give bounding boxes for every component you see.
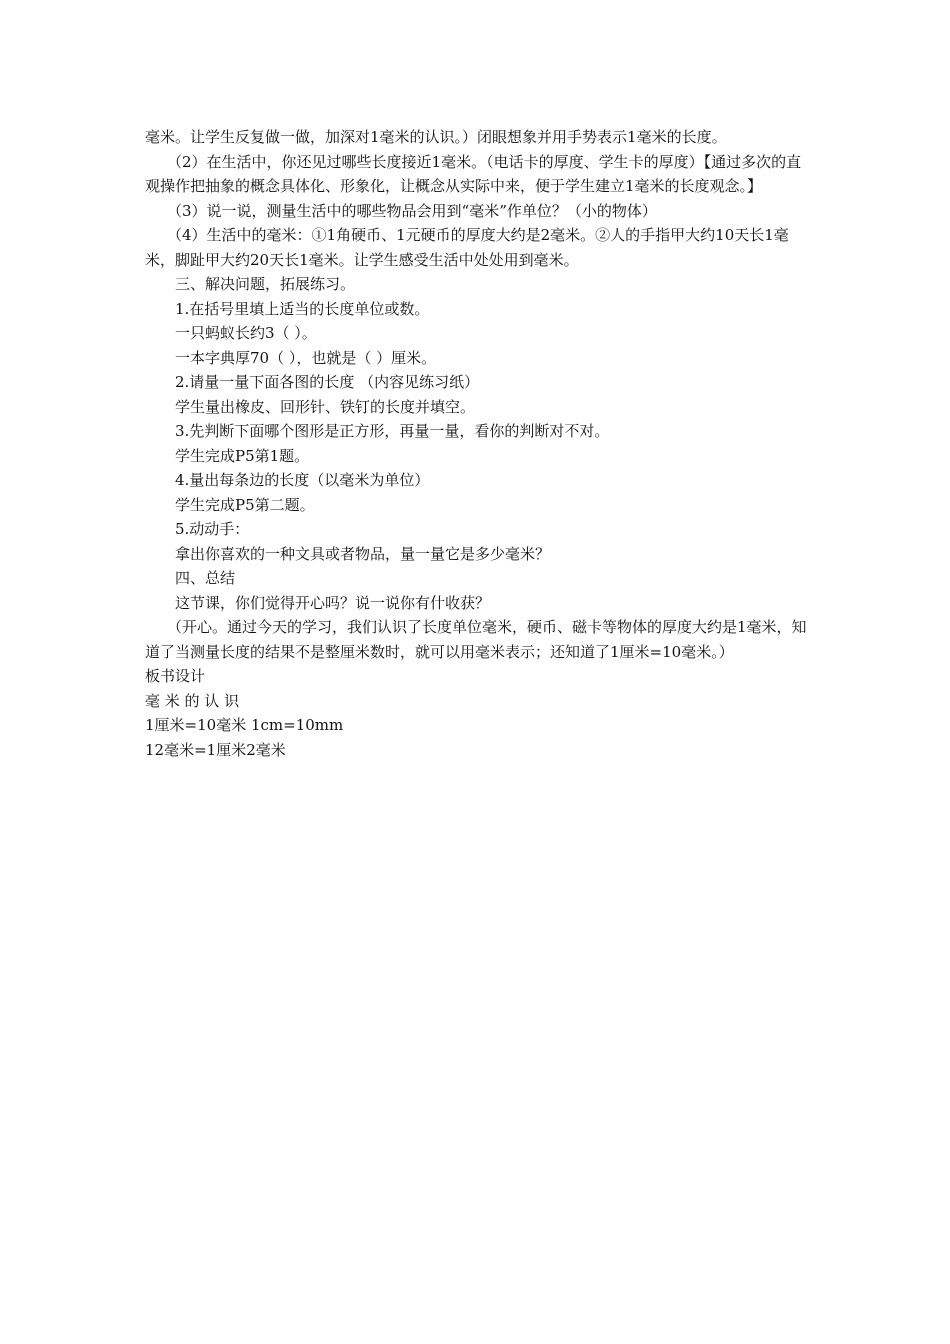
paragraph: 毫米。让学生反复做一做，加深对1毫米的认识。）闭眼想象并用手势表示1毫米的长度。 xyxy=(145,128,727,146)
paragraph: （3）说一说，测量生活中的哪些物品会用到“毫米”作单位？（小的物体） xyxy=(167,201,657,220)
paragraph: 2.请量一量下面各图的长度 （内容见练习纸） xyxy=(175,373,480,391)
board-line: 1厘米=10毫米 1cm=10mm xyxy=(145,716,344,734)
board-title: 毫 米 的 认 识 xyxy=(145,691,240,710)
paragraph: 1.在括号里填上适当的长度单位或数。 xyxy=(175,299,430,318)
paragraph: 学生量出橡皮、回形针、铁钉的长度并填空。 xyxy=(175,397,476,416)
board-line: 12毫米=1厘米2毫米 xyxy=(145,740,286,759)
board-heading: 板书设计 xyxy=(145,667,206,685)
paragraph: 这节课，你们觉得开心吗？说一说你有什收获？ xyxy=(175,593,491,612)
section-heading: 四、总结 xyxy=(175,569,236,587)
paragraph: 一只蚂蚁长约3（ ）。 xyxy=(175,324,317,342)
section-heading: 三、解决问题，拓展练习。 xyxy=(175,275,356,293)
paragraph: 3.先判断下面哪个图形是正方形，再量一量，看你的判断对不对。 xyxy=(175,422,610,440)
paragraph: 4.量出每条边的长度（以毫米为单位） xyxy=(175,471,430,489)
paragraph: 学生完成P5第二题。 xyxy=(175,495,315,514)
paragraph: （2）在生活中，你还见过哪些长度接近1毫米。（电话卡的厚度、学生卡的厚度）【通过多次的直观操作把抽象的概念具体化、形象化，让概念从实际中来，便于学生建立1毫米的长度观念。】 xyxy=(145,152,802,195)
paragraph: 学生完成P5第1题。 xyxy=(175,446,310,465)
paragraph: 一本字典厚70（ ），也就是（ ）厘米。 xyxy=(175,348,437,367)
paragraph: （4）生活中的毫米：①1角硬币、1元硬币的厚度大约是2毫米。②人的手指甲大约10天长1毫米，脚趾甲大约20天长1毫米。让学生感受生活中处处用到毫米。 xyxy=(145,226,789,269)
document-body xyxy=(145,125,810,762)
paragraph: （开心。通过今天的学习，我们认识了长度单位毫米，硬币、磁卡等物体的厚度大约是1毫米，知道了当测量长度的结果不是整厘米数时，就可以用毫米表示；还知道了1厘米=10毫米。） xyxy=(145,618,807,661)
paragraph: 拿出你喜欢的一种文具或者物品，量一量它是多少毫米？ xyxy=(175,544,551,563)
paragraph: 5.动动手： xyxy=(175,520,250,538)
